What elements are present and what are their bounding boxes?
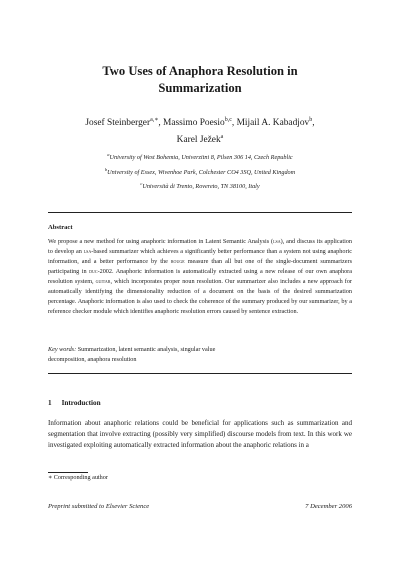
abstract-fragment: , which incorporates proper noun resolution. Our summarizer also includes a new approach for automatically identifying the dimensionality reduction of a document on the basis of the desired summarization percentage. Anaphoric information is also used to check the coherence of the summary produced by our summarizer, by a reference checker module which identifies anaphoric resolution errors caused by sentence extraction. xyxy=(48,278,352,315)
affiliation-text: University of Essex, Wivenhoe Park, Colchester CO4 3SQ, United Kingdom xyxy=(107,168,296,176)
affiliation-text: University of West Bohemia, Univerzitni 8, Pilsen 306 14, Czech Republic xyxy=(109,154,293,162)
affiliation-marker: c xyxy=(140,181,143,187)
author-name: Massimo Poesio xyxy=(163,118,225,129)
author-name: Josef Steinberger xyxy=(85,118,151,129)
abstract-bottom-rule xyxy=(48,373,352,374)
section-heading xyxy=(48,399,101,407)
keywords-label: Key words: xyxy=(48,346,77,353)
abstract-heading: Abstract xyxy=(48,224,73,231)
abstract-fragment: We propose a new method for using anaphoric information in Latent Semantic Analysis ( xyxy=(48,238,274,245)
affiliation-marker: b xyxy=(104,166,108,172)
preprint-note: Preprint submitted to Elsevier Science xyxy=(48,503,150,510)
footnote-rule xyxy=(48,472,88,473)
author-affil-marker: a,∗ xyxy=(150,117,159,123)
affiliation xyxy=(40,178,360,193)
author-separator: , xyxy=(312,118,315,129)
footnote-text: Corresponding author xyxy=(52,474,108,481)
keywords-line-2: decomposition, anaphora resolution xyxy=(48,356,137,363)
affiliation-text: Università di Trento, Rovereto, TN 38100, Italy xyxy=(142,183,260,191)
submission-date: 7 December 2006 xyxy=(305,503,352,510)
author-separator: , xyxy=(158,118,163,129)
acronym-lsa: lsa xyxy=(83,248,92,255)
abstract-top-rule xyxy=(48,212,352,213)
abstract-text xyxy=(48,237,352,317)
footnote xyxy=(48,474,108,481)
author-line-1 xyxy=(40,113,360,130)
author-affil-marker: b xyxy=(309,117,313,123)
author-affil-marker: b,c xyxy=(224,117,232,123)
acronym-guitar: guitar xyxy=(95,278,111,285)
abstract-fragment: ), and discuss its application to develop an xyxy=(48,238,352,255)
footnote-marker: ∗ xyxy=(48,474,53,481)
keywords-line-1 xyxy=(48,345,352,355)
acronym-lsa: lsa xyxy=(273,238,281,245)
abstract-fragment: -based summarizer which achieves a significantly better performance than a system not using anaphoric information, and a better performance by the xyxy=(48,248,352,265)
author-name: Karel Ježek xyxy=(176,135,221,146)
paper-title xyxy=(60,63,340,97)
keywords xyxy=(48,345,352,365)
author-list xyxy=(40,113,360,147)
section-number: 1 xyxy=(48,399,52,407)
affiliation-list xyxy=(40,149,360,193)
author-affil-marker: a xyxy=(220,134,224,141)
affiliation xyxy=(40,164,360,179)
author-separator: , xyxy=(231,118,237,129)
keywords-text: Summarization, latent semantic analysis, singular value xyxy=(76,346,216,353)
introduction-text: Information about anaphoric relations could be beneficial for applications such as summarization and segmentation that involve extracting (possibly very simplified) discourse models from text. In this work we investigated exploiting automatically extracted information about the anaphoric relations in a xyxy=(48,419,352,449)
title-line-1: Two Uses of Anaphora Resolution in xyxy=(102,64,298,78)
affiliation-marker: a xyxy=(107,152,110,157)
author-line-2 xyxy=(40,130,360,147)
acronym-duc: duc xyxy=(89,268,98,275)
abstract-fragment: measure than all but one of the single-document summarizers participating in xyxy=(48,258,352,275)
section-title: Introduction xyxy=(61,399,101,407)
abstract-fragment: -2002. Anaphoric information is automatically extracted using a new release of our own anaphora resolution system, xyxy=(48,268,352,285)
title-line-2: Summarization xyxy=(158,81,242,95)
acronym-rouge: rouge xyxy=(170,258,185,265)
affiliation xyxy=(40,149,360,164)
author-name: Mijail A. Kabadjov xyxy=(236,118,310,129)
